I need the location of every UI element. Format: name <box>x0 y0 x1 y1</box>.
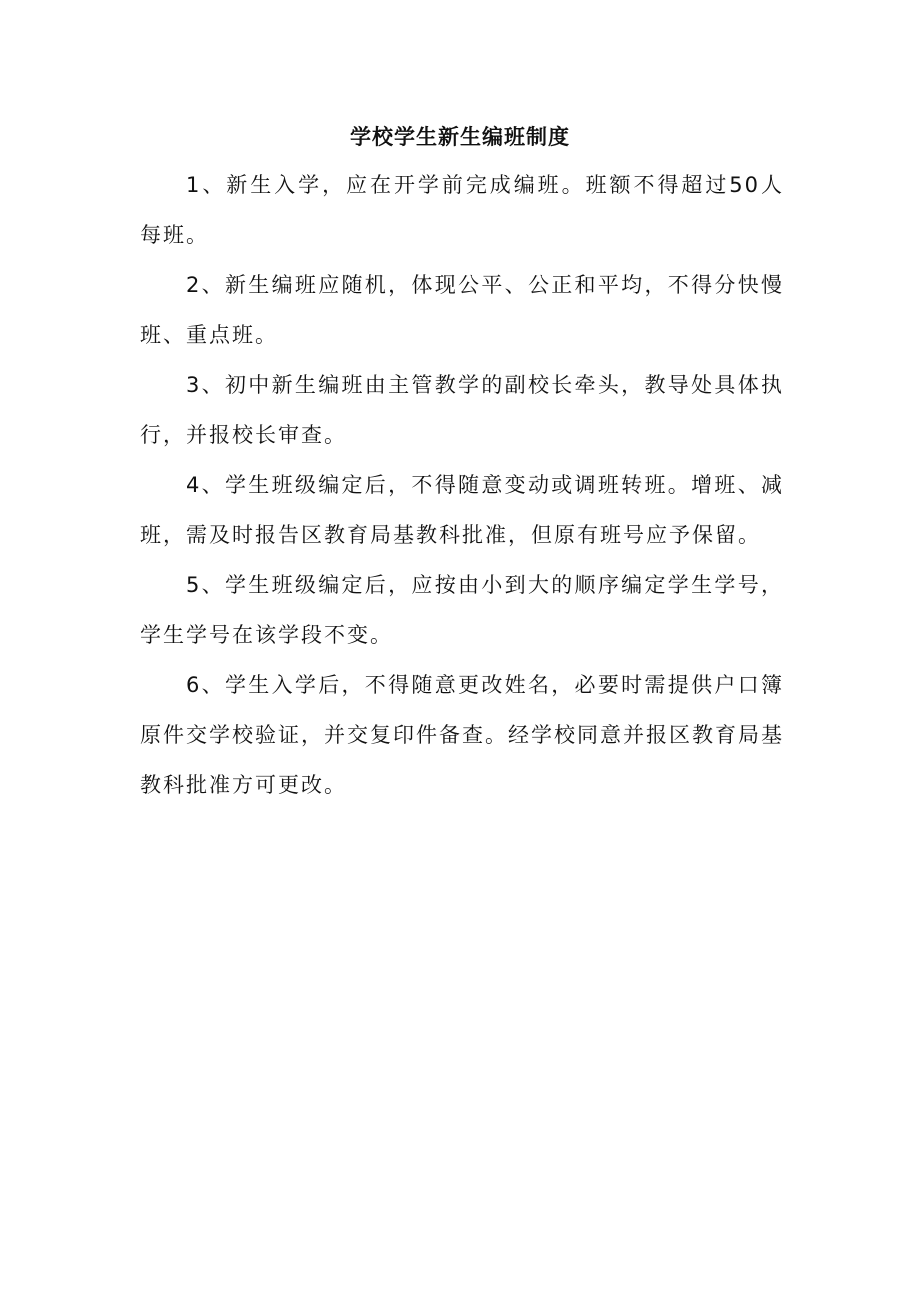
paragraph-5: 5、学生班级编定后，应按由小到大的顺序编定学生学号，学生学号在该学段不变。 <box>140 573 784 647</box>
paragraph-1: 1、新生入学，应在开学前完成编班。班额不得超过50人每班。 <box>140 173 784 247</box>
document-body <box>140 160 784 810</box>
paragraph-3: 3、初中新生编班由主管教学的副校长牵头，教导处具体执行，并报校长审查。 <box>140 373 784 447</box>
paragraph-6: 6、学生入学后，不得随意更改姓名，必要时需提供户口簿原件交学校验证，并交复印件备查。经学校同意并报区教育局基教科批准方可更改。 <box>140 673 784 797</box>
document-title: 学校学生新生编班制度 <box>350 124 570 149</box>
paragraph-2: 2、新生编班应随机，体现公平、公正和平均，不得分快慢班、重点班。 <box>140 273 784 347</box>
paragraph-4: 4、学生班级编定后，不得随意变动或调班转班。增班、减班，需及时报告区教育局基教科批准，但原有班号应予保留。 <box>140 473 784 547</box>
